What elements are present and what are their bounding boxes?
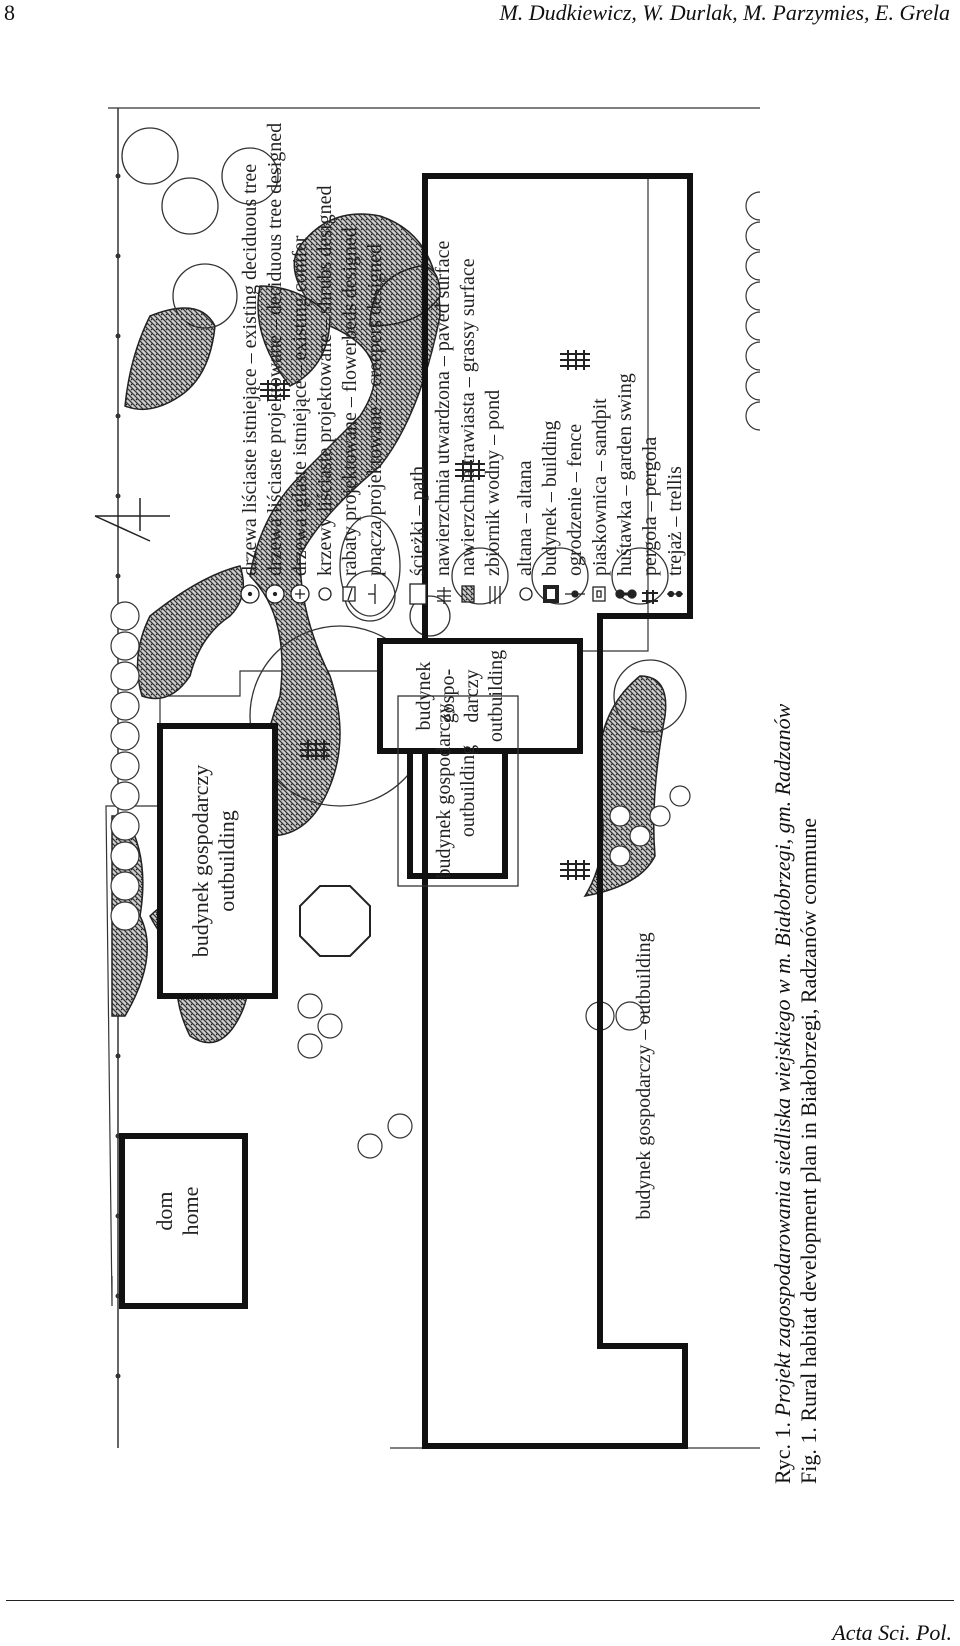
label-home-pl: dom [152, 1191, 177, 1231]
legend-item: rabaty projektowane – flowerbeds designed [339, 227, 361, 576]
footer-journal: Acta Sci. Pol. [832, 1620, 952, 1645]
label-outbuilding-bottom: budynek gospodarczy – outbuilding [633, 932, 655, 1220]
caption-polish-text: Projekt zagospodarowania siedliska wiejskiego w m. Białobrzegi, gm. Radzanów [770, 703, 795, 1417]
legend-item: drzewa liściaste projektowane – deciduous tree designed [264, 122, 286, 576]
label-outbuilding-right-4: outbuilding [485, 649, 507, 743]
caption-english [796, 284, 822, 1484]
label-outbuilding-right-3: darczy [461, 669, 483, 723]
footer-rule [6, 1600, 954, 1601]
legend-item: ogrodzenie – fence [564, 423, 586, 576]
legend-item: ścieżki – path [407, 466, 429, 576]
caption-polish-prefix: Ryc. 1. [770, 1421, 795, 1484]
page-number: 8 [4, 0, 15, 25]
altana-octagon [300, 886, 370, 956]
label-outbuilding-right-1: budynek [413, 661, 435, 731]
legend-group-2 [407, 240, 686, 576]
legend-item: budynek – building [539, 420, 561, 576]
site-plan-figure [0, 26, 760, 1576]
legend-item: nawierzchnia utwardzona – paved surface [432, 240, 454, 576]
legend-item: pergola – pergola [639, 436, 661, 576]
label-outbuilding-center-en: outbuilding [457, 744, 479, 838]
north-arrow-icon [95, 498, 170, 541]
legend-item: krzewy liściaste projektowane – shrubs designed [314, 185, 336, 576]
legend-item: pnącza projektowane – creepers designed [364, 243, 386, 576]
running-head-authors: M. Dudkiewicz, W. Durlak, M. Parzymies, E. Grela [499, 0, 950, 25]
label-outbuilding-center-pl: budynek gospodarczy [433, 703, 455, 879]
legend-item: drzewa liściaste istniejące – existing deciduous tree [239, 163, 261, 576]
caption-polish [770, 284, 796, 1484]
caption-english-prefix: Fig. 1. [796, 1427, 821, 1484]
legend-item: trejaż – trellis [664, 466, 686, 576]
legend-symbols-2 [410, 584, 683, 604]
legend-item: huśtawka – garden swing [614, 373, 636, 576]
caption-english-text: Rural habitat development plan in Białobrzegi, Radzanów commune [796, 818, 821, 1422]
label-outbuilding-right-2: gospo- [437, 668, 459, 724]
label-outbuilding-top-pl: budynek gospodarczy [188, 764, 213, 958]
legend-item: altana – altana [514, 460, 536, 576]
rotated-figure-block [0, 26, 960, 1576]
label-outbuilding-top-en: outbuilding [214, 810, 239, 912]
legend-item: piaskownica – sandpit [589, 398, 611, 576]
label-home-en: home [178, 1186, 203, 1236]
legend-item: zbiornik wodny – pond [482, 389, 504, 576]
legend-item: nawierzchnia trawiasta – grassy surface [457, 258, 479, 576]
legend-item: drzewa iglaste istniejące – existing conifer [289, 235, 311, 576]
